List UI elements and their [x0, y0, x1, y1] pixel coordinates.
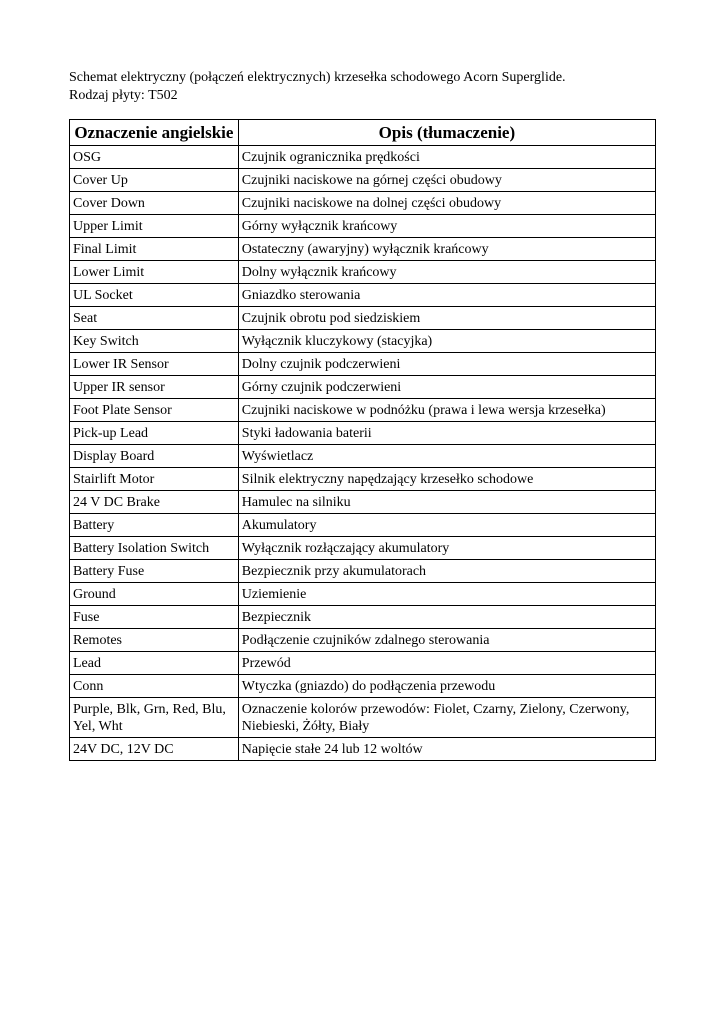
cell-english-term: Lead — [70, 652, 239, 675]
cell-english-term: Fuse — [70, 606, 239, 629]
cell-english-term: 24V DC, 12V DC — [70, 738, 239, 761]
cell-english-term: Lower Limit — [70, 261, 239, 284]
table-row — [70, 284, 656, 307]
cell-polish-description: Ostateczny (awaryjny) wyłącznik krańcowy — [238, 238, 655, 261]
cell-polish-description: Uziemienie — [238, 583, 655, 606]
cell-english-term: Final Limit — [70, 238, 239, 261]
table-row — [70, 376, 656, 399]
cell-english-term: 24 V DC Brake — [70, 491, 239, 514]
cell-polish-description: Czujniki naciskowe na górnej części obudowy — [238, 169, 655, 192]
cell-polish-description: Wyświetlacz — [238, 445, 655, 468]
cell-english-term: Upper IR sensor — [70, 376, 239, 399]
cell-english-term: Purple, Blk, Grn, Red, Blu, Yel, Wht — [70, 698, 239, 738]
cell-polish-description: Przewód — [238, 652, 655, 675]
table-row — [70, 652, 656, 675]
cell-english-term: Conn — [70, 675, 239, 698]
table-row — [70, 606, 656, 629]
table-row — [70, 698, 656, 738]
table-row — [70, 583, 656, 606]
table-row — [70, 468, 656, 491]
document-title: Schemat elektryczny (połączeń elektrycznych) krzesełka schodowego Acorn Superglide. — [69, 70, 566, 85]
cell-english-term: Foot Plate Sensor — [70, 399, 239, 422]
cell-english-term: Seat — [70, 307, 239, 330]
table-row — [70, 629, 656, 652]
cell-english-term: Cover Down — [70, 192, 239, 215]
cell-english-term: Stairlift Motor — [70, 468, 239, 491]
cell-english-term: Key Switch — [70, 330, 239, 353]
cell-polish-description: Czujnik ogranicznika prędkości — [238, 146, 655, 169]
cell-polish-description: Górny czujnik podczerwieni — [238, 376, 655, 399]
table-row — [70, 238, 656, 261]
cell-polish-description: Bezpiecznik — [238, 606, 655, 629]
cell-polish-description: Czujniki naciskowe na dolnej części obudowy — [238, 192, 655, 215]
cell-polish-description: Wyłącznik rozłączający akumulatory — [238, 537, 655, 560]
cell-english-term: Ground — [70, 583, 239, 606]
cell-english-term: Upper Limit — [70, 215, 239, 238]
table-row — [70, 399, 656, 422]
translation-table — [69, 119, 656, 761]
cell-polish-description: Wyłącznik kluczykowy (stacyjka) — [238, 330, 655, 353]
table-row — [70, 261, 656, 284]
cell-polish-description: Dolny wyłącznik krańcowy — [238, 261, 655, 284]
cell-english-term: Battery Fuse — [70, 560, 239, 583]
cell-polish-description: Gniazdko sterowania — [238, 284, 655, 307]
cell-english-term: Cover Up — [70, 169, 239, 192]
table-row — [70, 738, 656, 761]
table-row — [70, 192, 656, 215]
header-polish: Opis (tłumaczenie) — [238, 120, 655, 146]
table-row — [70, 560, 656, 583]
table-row — [70, 491, 656, 514]
cell-polish-description: Podłączenie czujników zdalnego sterowania — [238, 629, 655, 652]
table-row — [70, 445, 656, 468]
cell-polish-description: Styki ładowania baterii — [238, 422, 655, 445]
table-row — [70, 422, 656, 445]
cell-polish-description: Górny wyłącznik krańcowy — [238, 215, 655, 238]
table-row — [70, 307, 656, 330]
table-row — [70, 675, 656, 698]
cell-polish-description: Dolny czujnik podczerwieni — [238, 353, 655, 376]
cell-english-term: OSG — [70, 146, 239, 169]
cell-polish-description: Wtyczka (gniazdo) do podłączenia przewodu — [238, 675, 655, 698]
table-row — [70, 537, 656, 560]
cell-polish-description: Czujniki naciskowe w podnóżku (prawa i lewa wersja krzesełka) — [238, 399, 655, 422]
table-row — [70, 353, 656, 376]
cell-polish-description: Napięcie stałe 24 lub 12 woltów — [238, 738, 655, 761]
table-row — [70, 514, 656, 537]
cell-polish-description: Bezpiecznik przy akumulatorach — [238, 560, 655, 583]
table-row — [70, 169, 656, 192]
cell-polish-description: Czujnik obrotu pod siedziskiem — [238, 307, 655, 330]
table-header-row — [70, 120, 656, 146]
cell-english-term: Remotes — [70, 629, 239, 652]
table-row — [70, 146, 656, 169]
table-row — [70, 215, 656, 238]
cell-polish-description: Oznaczenie kolorów przewodów: Fiolet, Czarny, Zielony, Czerwony, Niebieski, Żółty, Biały — [238, 698, 655, 738]
cell-polish-description: Silnik elektryczny napędzający krzesełko schodowe — [238, 468, 655, 491]
table-body — [70, 146, 656, 761]
cell-english-term: Battery — [70, 514, 239, 537]
cell-english-term: UL Socket — [70, 284, 239, 307]
cell-polish-description: Hamulec na silniku — [238, 491, 655, 514]
cell-english-term: Lower IR Sensor — [70, 353, 239, 376]
cell-english-term: Battery Isolation Switch — [70, 537, 239, 560]
table-row — [70, 330, 656, 353]
board-type: Rodzaj płyty: T502 — [69, 88, 178, 103]
header-english: Oznaczenie angielskie — [70, 120, 239, 146]
cell-english-term: Pick-up Lead — [70, 422, 239, 445]
cell-polish-description: Akumulatory — [238, 514, 655, 537]
document-intro — [69, 69, 669, 105]
cell-english-term: Display Board — [70, 445, 239, 468]
